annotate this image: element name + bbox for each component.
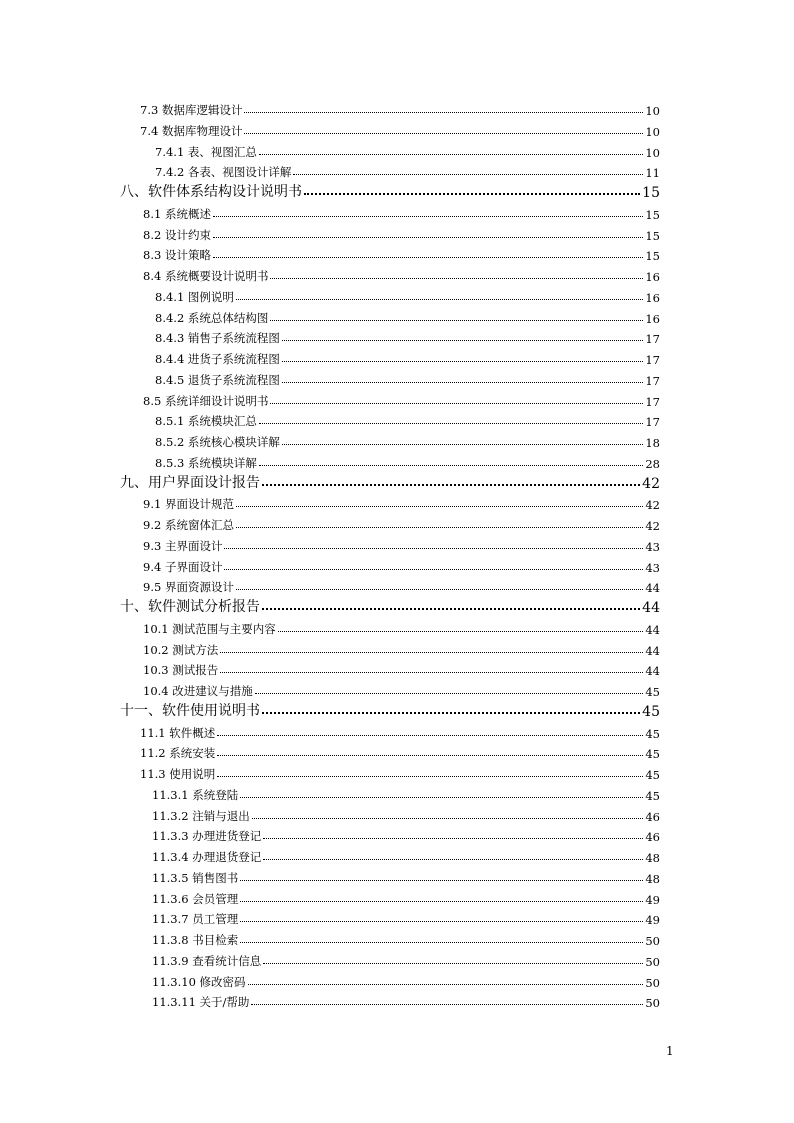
toc-dot-leader	[263, 838, 643, 839]
toc-entry-title: 7.3 数据库逻辑设计	[140, 103, 243, 117]
toc-entry[interactable]	[120, 472, 660, 492]
toc-entry-title: 8.4.5 退货子系统流程图	[155, 372, 280, 387]
toc-entry[interactable]	[155, 430, 660, 450]
toc-entry-title: 8.5.3 系统模块详解	[155, 455, 257, 470]
toc-entry[interactable]	[152, 845, 660, 865]
toc-entry[interactable]	[155, 347, 660, 367]
toc-entry-page: 17	[645, 373, 660, 388]
toc-entry[interactable]	[152, 928, 660, 948]
toc-entry-title: 8.4.4 进货子系统流程图	[155, 352, 280, 366]
toc-entry-page: 46	[645, 830, 660, 845]
page-number: 1	[666, 1044, 674, 1058]
toc-entry[interactable]	[140, 762, 660, 782]
toc-entry-title: 8.4.2 系统总体结构图	[155, 310, 269, 325]
toc-entry-page: 44	[645, 643, 660, 658]
toc-entry-title: 11.1 软件概述	[140, 725, 216, 740]
toc-entry[interactable]	[155, 409, 660, 429]
toc-entry[interactable]	[155, 140, 660, 160]
toc-dot-leader	[282, 382, 643, 383]
toc-entry-title: 9.1 界面设计规范	[143, 497, 234, 512]
toc-dot-leader	[236, 527, 643, 528]
toc-entry[interactable]	[143, 513, 660, 533]
toc-dot-leader	[255, 693, 644, 694]
toc-dot-leader	[220, 672, 643, 673]
toc-entry-title: 10.4 改进建议与措施	[143, 684, 253, 698]
toc-entry[interactable]	[155, 306, 660, 326]
toc-entry-page: 48	[645, 851, 660, 865]
toc-entry-page: 42	[645, 519, 660, 533]
toc-entry[interactable]	[120, 700, 660, 720]
toc-entry-page: 16	[645, 270, 660, 284]
toc-dot-leader	[240, 880, 643, 881]
toc-entry-title: 10.1 测试范围与主要内容	[143, 621, 276, 636]
toc-dot-leader	[304, 193, 640, 195]
toc-entry[interactable]	[143, 658, 660, 678]
toc-entry[interactable]	[155, 285, 660, 305]
toc-entry[interactable]	[152, 949, 660, 969]
toc-dot-leader	[236, 589, 643, 590]
toc-entry-page: 10	[645, 104, 660, 118]
toc-dot-leader	[217, 735, 643, 736]
toc-dot-leader	[282, 444, 643, 445]
toc-dot-leader	[240, 942, 643, 943]
toc-dot-leader	[213, 216, 643, 217]
toc-entry[interactable]	[155, 160, 660, 180]
toc-dot-leader	[213, 257, 643, 258]
toc-entry-title: 十、软件测试分析报告	[120, 599, 260, 615]
toc-entry-title: 7.4 数据库物理设计	[140, 123, 243, 138]
toc-dot-leader	[270, 403, 643, 404]
toc-entry-title: 9.2 系统窗体汇总	[143, 518, 234, 532]
toc-dot-leader	[252, 818, 644, 819]
toc-entry-page: 49	[645, 892, 660, 907]
toc-entry[interactable]	[155, 326, 660, 346]
toc-entry-title: 11.3.6 会员管理	[152, 891, 239, 906]
toc-entry-page: 18	[645, 436, 660, 450]
toc-entry-title: 7.4.2 各表、视图设计详解	[155, 165, 292, 180]
toc-entry-title: 十一、软件使用说明书	[120, 702, 260, 719]
toc-entry-page: 15	[645, 249, 660, 264]
toc-dot-leader	[240, 797, 643, 798]
toc-entry-page: 28	[645, 456, 660, 471]
toc-entry-title: 8.1 系统概述	[143, 206, 211, 221]
toc-entry-page: 10	[645, 124, 660, 139]
toc-entry-title: 8.4.3 销售子系统流程图	[155, 331, 280, 346]
toc-entry-title: 11.3.4 办理退货登记	[152, 850, 262, 864]
toc-entry[interactable]	[143, 389, 660, 409]
toc-entry-page: 46	[645, 809, 660, 824]
toc-dot-leader	[270, 278, 643, 279]
toc-entry-page: 43	[645, 539, 660, 554]
toc-dot-leader	[259, 154, 643, 155]
toc-entry-title: 7.4.1 表、视图汇总	[155, 144, 257, 159]
toc-entry-page: 50	[645, 996, 660, 1011]
toc-dot-leader	[278, 631, 644, 632]
toc-entry[interactable]	[143, 617, 660, 637]
toc-entry[interactable]	[143, 555, 660, 575]
toc-dot-leader	[262, 608, 640, 610]
toc-dot-leader	[282, 361, 643, 362]
toc-entry-title: 10.2 测试方法	[143, 642, 219, 657]
toc-dot-leader	[293, 174, 643, 175]
toc-entry-title: 8.3 设计策略	[143, 248, 211, 263]
toc-entry-title: 11.3 使用说明	[140, 767, 216, 781]
toc-entry-page: 17	[645, 353, 660, 367]
toc-entry-page: 45	[645, 788, 660, 803]
toc-entry-title: 8.4.1 图例说明	[155, 289, 234, 304]
toc-entry-title: 11.3.3 办理进货登记	[152, 829, 262, 844]
toc-dot-leader	[220, 652, 643, 653]
toc-entry-page: 15	[642, 185, 660, 201]
toc-dot-leader	[217, 755, 643, 756]
toc-dot-leader	[240, 901, 643, 902]
toc-entry[interactable]	[152, 866, 660, 886]
toc-entry[interactable]	[143, 243, 660, 263]
toc-entry-title: 11.3.5 销售图书	[152, 870, 239, 885]
toc-dot-leader	[224, 548, 643, 549]
toc-entry-page: 17	[645, 415, 660, 430]
toc-entry[interactable]	[120, 181, 660, 201]
toc-dot-leader	[262, 484, 640, 486]
toc-dot-leader	[213, 237, 643, 238]
toc-entry-title: 9.4 子界面设计	[143, 559, 223, 574]
toc-entry[interactable]	[143, 679, 660, 699]
toc-entry-page: 45	[645, 768, 660, 782]
toc-entry-title: 九、用户界面设计报告	[120, 474, 260, 491]
toc-dot-leader	[259, 465, 643, 466]
toc-dot-leader	[236, 299, 643, 300]
toc-entry[interactable]	[152, 783, 660, 803]
toc-dot-leader	[270, 320, 643, 321]
toc-entry-title: 10.3 测试报告	[143, 663, 219, 678]
toc-entry-page: 16	[645, 311, 660, 326]
toc-entry-page: 49	[645, 913, 660, 928]
toc-entry-page: 15	[645, 207, 660, 222]
toc-entry-title: 11.3.1 系统登陆	[152, 787, 239, 802]
toc-entry-page: 50	[645, 954, 660, 969]
toc-dot-leader	[263, 963, 643, 964]
toc-dot-leader	[262, 712, 640, 714]
toc-entry-page: 50	[645, 934, 660, 948]
toc-entry-page: 11	[645, 166, 660, 181]
toc-entry[interactable]	[140, 741, 660, 761]
toc-entry-title: 11.3.9 查看统计信息	[152, 953, 262, 968]
toc-dot-leader	[217, 776, 643, 777]
toc-entry[interactable]	[143, 575, 660, 595]
toc-entry-page: 43	[645, 560, 660, 575]
toc-dot-leader	[263, 859, 643, 860]
toc-entry-title: 11.2 系统安装	[140, 746, 216, 761]
toc-dot-leader	[248, 984, 644, 985]
toc-entry[interactable]	[140, 721, 660, 741]
toc-entry[interactable]	[152, 907, 660, 927]
toc-entry-page: 15	[645, 228, 660, 243]
toc-entry[interactable]	[152, 887, 660, 907]
toc-entry-page: 16	[645, 290, 660, 305]
toc-entry-page: 45	[645, 726, 660, 741]
toc-entry-page: 48	[645, 871, 660, 886]
toc-entry[interactable]	[140, 119, 660, 139]
toc-entry-title: 11.3.10 修改密码	[152, 974, 246, 989]
toc-entry-title: 8.4 系统概要设计说明书	[143, 269, 269, 283]
toc-entry-page: 44	[642, 600, 660, 616]
toc-entry[interactable]	[152, 824, 660, 844]
toc-entry-page: 42	[642, 475, 660, 492]
toc-entry[interactable]	[143, 534, 660, 554]
toc-entry[interactable]	[152, 990, 660, 1010]
toc-entry-page: 44	[645, 664, 660, 679]
toc-dot-leader	[251, 1004, 643, 1005]
toc-entry[interactable]	[143, 264, 660, 284]
toc-entry[interactable]	[143, 638, 660, 658]
toc-entry-page: 17	[645, 394, 660, 409]
toc-entry-page: 44	[645, 622, 660, 637]
toc-dot-leader	[282, 340, 643, 341]
toc-entry-title: 8.5.2 系统核心模块详解	[155, 435, 280, 449]
toc-entry-title: 9.5 界面资源设计	[143, 580, 234, 595]
toc-entry[interactable]	[143, 492, 660, 512]
toc-dot-leader	[236, 506, 643, 507]
toc-entry-title: 8.2 设计约束	[143, 227, 211, 242]
toc-entry[interactable]	[155, 451, 660, 471]
toc-dot-leader	[240, 921, 643, 922]
toc-entry-title: 11.3.2 注销与退出	[152, 808, 250, 823]
toc-dot-leader	[244, 112, 643, 113]
toc-entry-title: 8.5 系统详细设计说明书	[143, 393, 269, 408]
toc-entry-page: 44	[645, 581, 660, 596]
toc-entry-page: 42	[645, 498, 660, 513]
toc-entry[interactable]	[140, 98, 660, 118]
toc-entry-title: 8.5.1 系统模块汇总	[155, 414, 257, 429]
toc-entry-title: 11.3.8 书目检索	[152, 933, 239, 947]
toc-entry-title: 11.3.11 关于/帮助	[152, 995, 250, 1010]
toc-entry-page: 50	[645, 975, 660, 990]
toc-entry-page: 45	[645, 747, 660, 762]
toc-entry-title: 11.3.7 员工管理	[152, 912, 239, 927]
toc-dot-leader	[259, 423, 643, 424]
toc-entry[interactable]	[143, 223, 660, 243]
toc-entry-page: 17	[645, 332, 660, 347]
toc-entry-title: 八、软件体系结构设计说明书	[120, 184, 302, 200]
toc-dot-leader	[224, 569, 643, 570]
toc-entry-title: 9.3 主界面设计	[143, 538, 223, 553]
toc-entry-page: 10	[645, 145, 660, 160]
toc-entry[interactable]	[152, 970, 660, 990]
toc-dot-leader	[244, 133, 643, 134]
toc-entry[interactable]	[152, 804, 660, 824]
toc-entry[interactable]	[120, 596, 660, 616]
toc-entry[interactable]	[143, 202, 660, 222]
toc-entry-page: 45	[642, 703, 660, 720]
toc-entry-page: 45	[645, 685, 660, 699]
toc-entry[interactable]	[155, 368, 660, 388]
